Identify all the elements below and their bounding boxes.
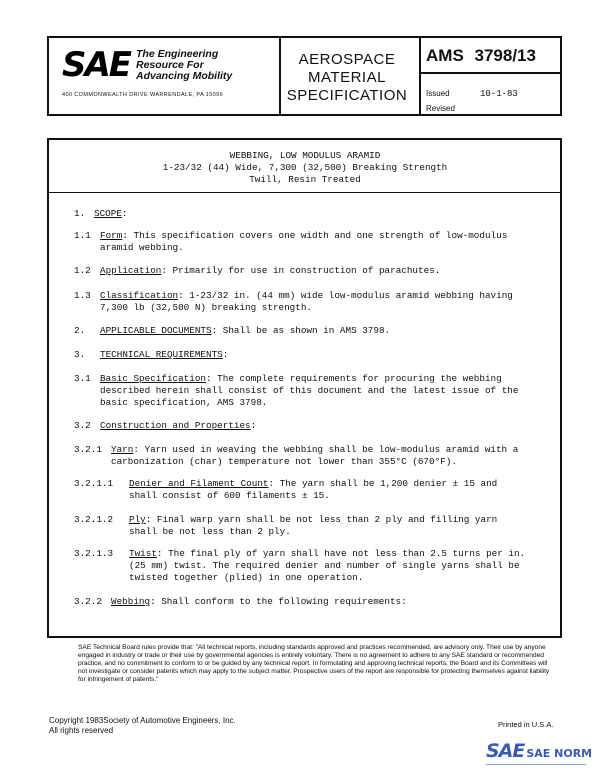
tagline-line: Resource For	[136, 59, 204, 71]
section-text	[94, 208, 554, 220]
section-body: : The yarn shall be 1,200 denier ± 15 and	[268, 478, 498, 489]
header-divider	[419, 38, 421, 114]
ams-label: AMS	[426, 46, 464, 65]
watermark-underline	[486, 764, 586, 765]
section-heading: Application	[100, 265, 162, 276]
section-text	[100, 420, 554, 432]
section-number: 3.2.1.3	[74, 548, 114, 559]
section-heading: TECHNICAL REQUIREMENTS	[100, 349, 223, 360]
section-text	[111, 444, 554, 468]
section-heading: Yarn	[111, 444, 134, 455]
section-body: : 1-23/32 in. (44 mm) wide low-modulus aramid webbing having	[178, 290, 513, 301]
section-text	[100, 290, 554, 314]
section-continuation: twisted together (plied) in one operation.	[129, 572, 364, 583]
doc-type-line: AEROSPACE	[298, 51, 396, 68]
section-continuation: aramid webbing.	[100, 242, 184, 253]
ams-divider	[420, 72, 560, 74]
section-heading: Classification	[100, 290, 179, 301]
section-continuation: shall be not less than 2 ply.	[129, 526, 291, 537]
section-heading: Webbing	[111, 596, 151, 607]
section-continuation: 7,300 lb (32,500 N) breaking strength.	[100, 302, 313, 313]
title-divider	[47, 192, 562, 193]
section-continuation: (25 mm) twist. The required denier and number of single yarns shall be	[129, 560, 520, 571]
section-text	[100, 265, 554, 277]
title-line-3: Twill, Resin Treated	[249, 174, 361, 185]
section-number: 3.2.2	[74, 596, 102, 607]
section-number: 1.1	[74, 230, 91, 241]
section-body: : Primarily for use in construction of parachutes.	[161, 265, 441, 276]
section-number: 2.	[74, 325, 86, 336]
watermark-text: SAE NORM	[526, 747, 593, 760]
title-line-2: 1-23/32 (44) Wide, 7,300 (32,500) Breaking Strength	[162, 162, 448, 173]
section-heading: SCOPE	[94, 208, 122, 219]
section-continuation: carbonization (char) temperature not lower than 355°C (670°F).	[111, 456, 457, 467]
section-body: : This specification covers one width and one strength of low-modulus	[122, 230, 508, 241]
section-number: 3.2	[74, 420, 91, 431]
section-text	[129, 478, 554, 502]
section-text	[129, 548, 554, 584]
title-line-1: WEBBING, LOW MODULUS ARAMID	[229, 150, 381, 161]
tagline-line: The Engineering	[136, 48, 219, 60]
issue-labels	[426, 86, 455, 116]
issued-date: 10-1-83	[480, 89, 518, 99]
tagline-line: Advancing Mobility	[136, 70, 233, 82]
watermark-logo: SAE	[486, 740, 525, 762]
header-divider	[279, 38, 281, 114]
section-heading: Ply	[129, 514, 146, 525]
ams-value: 3798/13	[474, 46, 536, 65]
section-number: 3.2.1.1	[74, 478, 114, 489]
section-heading: APPLICABLE DOCUMENTS	[100, 325, 212, 336]
doc-type-line: SPECIFICATION	[286, 87, 408, 104]
revised-label: Revised	[426, 104, 455, 113]
section-text	[100, 230, 554, 254]
section-text	[129, 514, 554, 538]
tagline	[136, 49, 232, 82]
section-heading: Twist	[129, 548, 157, 559]
section-body: : Shall be as shown in AMS 3798.	[211, 325, 391, 336]
section-heading: Denier and Filament Count	[129, 478, 269, 489]
copyright-line: Copyright 1983Society of Automotive Engineers, Inc.	[49, 716, 236, 725]
section-continuation: described herein shall consist of this document and the latest issue of the	[100, 385, 519, 396]
section-number: 3.2.1	[74, 444, 102, 455]
section-number: 1.	[74, 208, 86, 219]
issued-label: Issued	[426, 89, 450, 98]
section-heading: Form	[100, 230, 123, 241]
ams-number	[426, 46, 536, 66]
section-body: : The complete requirements for procuring the webbing	[206, 373, 502, 384]
section-number: 3.2.1.2	[74, 514, 114, 525]
doc-type-line: MATERIAL	[308, 69, 386, 86]
section-number: 1.2	[74, 265, 91, 276]
section-number: 3.1	[74, 373, 91, 384]
address: 400 COMMONWEALTH DRIVE WARRENDALE, PA 15096	[62, 92, 224, 98]
sae-board-note: SAE Technical Board rules provide that: "All technical reports, including standards approved and practices recommended, are advisory only. Their use by anyone engaged in industry or trade or their use by governmental agencies is entirely voluntary. There is no agreement to adhere to any SAE standard or recommended practice, and no commitment to conform to or be guided by any technical report. In formulating and approving technical reports, the Board and its Committees will not investigate or consider patents which may apply to the subject matter. Prospective users of the report are responsible for protecting themselves against liability for infringement of patents."	[78, 644, 550, 684]
doc-type	[283, 51, 411, 105]
section-number: 3.	[74, 349, 86, 360]
sae-logo: SAE	[62, 45, 131, 85]
sae-norm-watermark	[486, 740, 592, 762]
rights-line: All rights reserved	[49, 726, 114, 735]
section-heading: Basic Specification	[100, 373, 207, 384]
section-continuation: shall consist of 600 filaments ± 15.	[129, 490, 330, 501]
section-body: : Final warp yarn shall be not less than 2 ply and filling yarn	[145, 514, 498, 525]
section-text	[111, 596, 554, 608]
section-body: :	[250, 420, 257, 431]
printed-in: Printed in U.S.A.	[498, 720, 554, 729]
section-body: : Yarn used in weaving the webbing shall be low-modulus aramid with a	[133, 444, 519, 455]
copyright	[49, 716, 236, 736]
section-body: :	[222, 349, 229, 360]
section-heading: Construction and Properties	[100, 420, 251, 431]
section-text	[100, 349, 554, 361]
section-body: : Shall conform to the following requirements:	[150, 596, 407, 607]
section-continuation: basic specification, AMS 3798.	[100, 397, 268, 408]
section-number: 1.3	[74, 290, 91, 301]
section-text	[100, 373, 554, 409]
section-body: :	[121, 208, 128, 219]
section-body: : The final ply of yarn shall have not less than 2.5 turns per in.	[156, 548, 526, 559]
section-text	[100, 325, 554, 337]
